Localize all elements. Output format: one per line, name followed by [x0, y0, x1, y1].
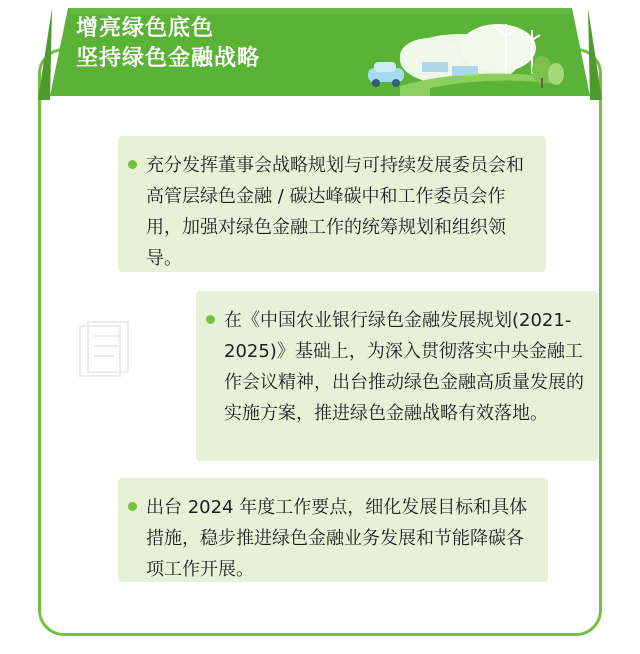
title-line-1: 增亮绿色底色 — [76, 16, 215, 41]
document-icon — [70, 318, 140, 388]
scenery-illustration — [360, 8, 580, 96]
car-icon — [368, 62, 404, 87]
title-line-2: 坚持绿色金融战略 — [76, 46, 261, 71]
bullet-dot-icon — [128, 502, 137, 511]
measure-item-1 — [118, 136, 546, 272]
bullet-dot-icon — [206, 315, 215, 324]
bullet-dot-icon — [128, 160, 137, 169]
measure-item-2 — [196, 291, 598, 461]
page-title — [76, 14, 260, 74]
measure-item-3-text: 出台 2024 年度工作要点，细化发展目标和具体措施，稳步推进绿色金融业务发展和节能降碳各项工作开展。 — [146, 497, 528, 580]
measure-item-1-text: 充分发挥董事会战略规划与可持续发展委员会和高管层绿色金融 / 碳达峰碳中和工作委员会作用，加强对绿色金融工作的统筹规划和组织领导。 — [146, 155, 524, 269]
measure-item-2-text: 在《中国农业银行绿色金融发展规划(2021-2025)》基础上，为深入贯彻落实中央金融工作会议精神，出台推动绿色金融高质量发展的实施方案，推进绿色金融战略有效落地。 — [224, 310, 584, 424]
measure-item-3 — [118, 478, 548, 582]
